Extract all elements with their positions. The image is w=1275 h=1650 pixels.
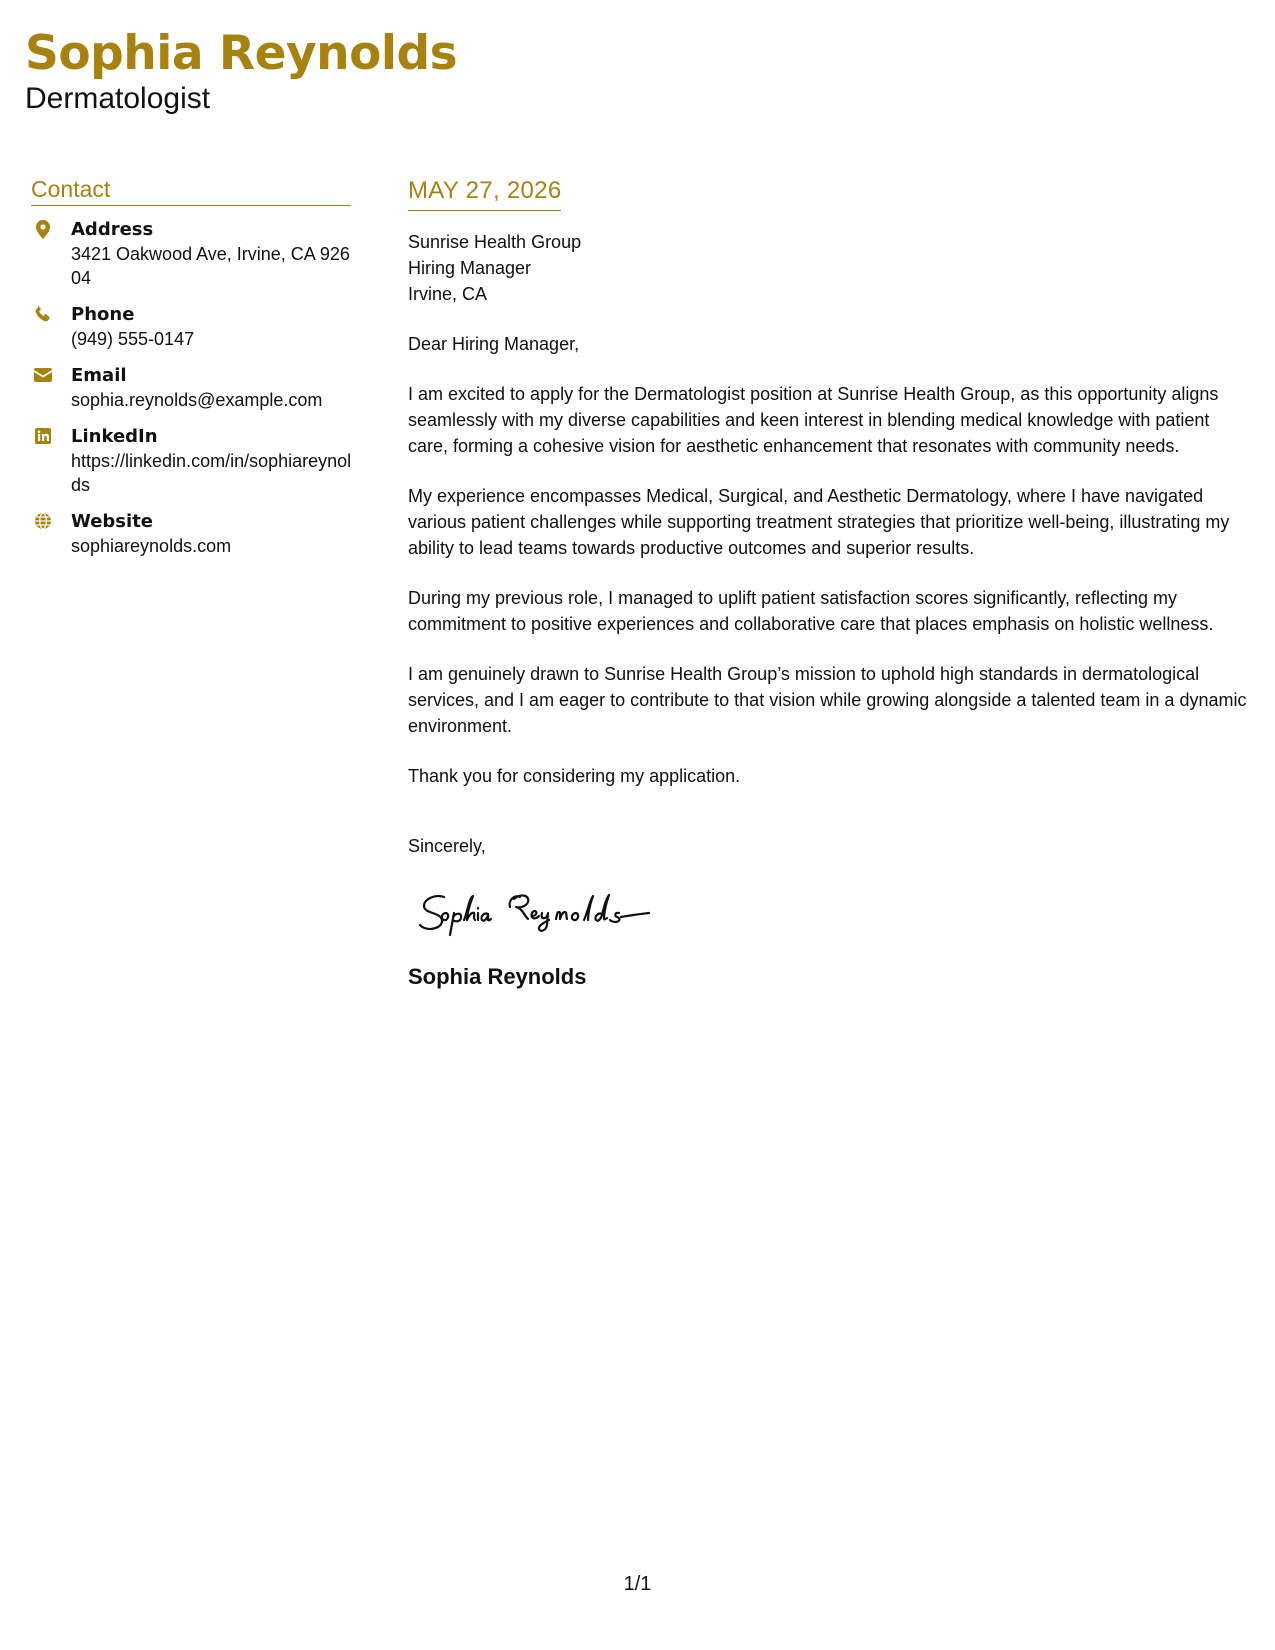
- envelope-icon: [33, 365, 53, 385]
- contact-list: [31, 218, 351, 558]
- phone-icon: [33, 304, 53, 324]
- contact-value: 3421 Oakwood Ave, Irvine, CA 92604: [71, 244, 350, 288]
- contact-sidebar: [31, 176, 351, 571]
- candidate-title: Dermatologist: [25, 82, 211, 115]
- contact-value: sophia.reynolds@example.com: [71, 390, 323, 410]
- map-pin-icon: [33, 219, 53, 239]
- recipient-role: Hiring Manager: [408, 258, 532, 278]
- closing: Sincerely,: [408, 836, 486, 856]
- signature-image: [416, 883, 1248, 943]
- linkedin-icon: [33, 426, 53, 446]
- contact-value: https://linkedin.com/in/sophiareynolds: [71, 451, 352, 495]
- contact-value: (949) 555-0147: [71, 329, 195, 349]
- recipient-location: Irvine, CA: [408, 284, 488, 304]
- contact-value: sophiareynolds.com: [71, 536, 232, 556]
- signer-name: Sophia Reynolds: [408, 964, 587, 989]
- body-paragraph: I am genuinely drawn to Sunrise Health Group’s mission to uphold high standards in dermatological services, and I am eager to contribute to that vision while growing alongside a talented team in a dynamic environment.: [408, 664, 1247, 736]
- contact-heading: Contact: [31, 176, 351, 206]
- contact-item-address: [31, 218, 351, 290]
- contact-label: Website: [71, 511, 154, 532]
- contact-item-phone: [31, 303, 351, 351]
- page-number: 1/1: [623, 1573, 652, 1595]
- body-paragraph: During my previous role, I managed to uplift patient satisfaction scores significantly, reflecting my commitment to positive experiences and collaborative care that places emphasis on holistic wellness.: [408, 588, 1214, 634]
- contact-item-website: [31, 510, 351, 558]
- body-paragraph: Thank you for considering my application.: [408, 766, 741, 786]
- header: [25, 26, 457, 116]
- contact-item-email: [31, 364, 351, 412]
- contact-label: Email: [71, 365, 127, 386]
- globe-icon: [33, 511, 53, 531]
- body-paragraph: I am excited to apply for the Dermatologist position at Sunrise Health Group, as this opportunity aligns seamlessly with my diverse capabilities and keen interest in blending medical knowledge with patient care, forming a cohesive vision for aesthetic enhancement that resonates with community needs.: [408, 384, 1219, 456]
- recipient-block: [408, 229, 1248, 307]
- recipient-company: Sunrise Health Group: [408, 232, 582, 252]
- greeting: Dear Hiring Manager,: [408, 334, 580, 354]
- contact-label: Address: [71, 219, 154, 240]
- contact-item-linkedin: [31, 425, 351, 497]
- body-paragraph: My experience encompasses Medical, Surgical, and Aesthetic Dermatology, where I have navigated various patient challenges while supporting treatment strategies that prioritize well-being, illustrating my ability to lead teams towards productive outcomes and superior results.: [408, 486, 1230, 558]
- letter-date: MAY 27, 2026: [408, 176, 561, 211]
- contact-label: Phone: [71, 304, 135, 325]
- cover-letter: [408, 176, 1248, 991]
- candidate-name: Sophia Reynolds: [25, 26, 458, 81]
- contact-label: LinkedIn: [71, 426, 158, 447]
